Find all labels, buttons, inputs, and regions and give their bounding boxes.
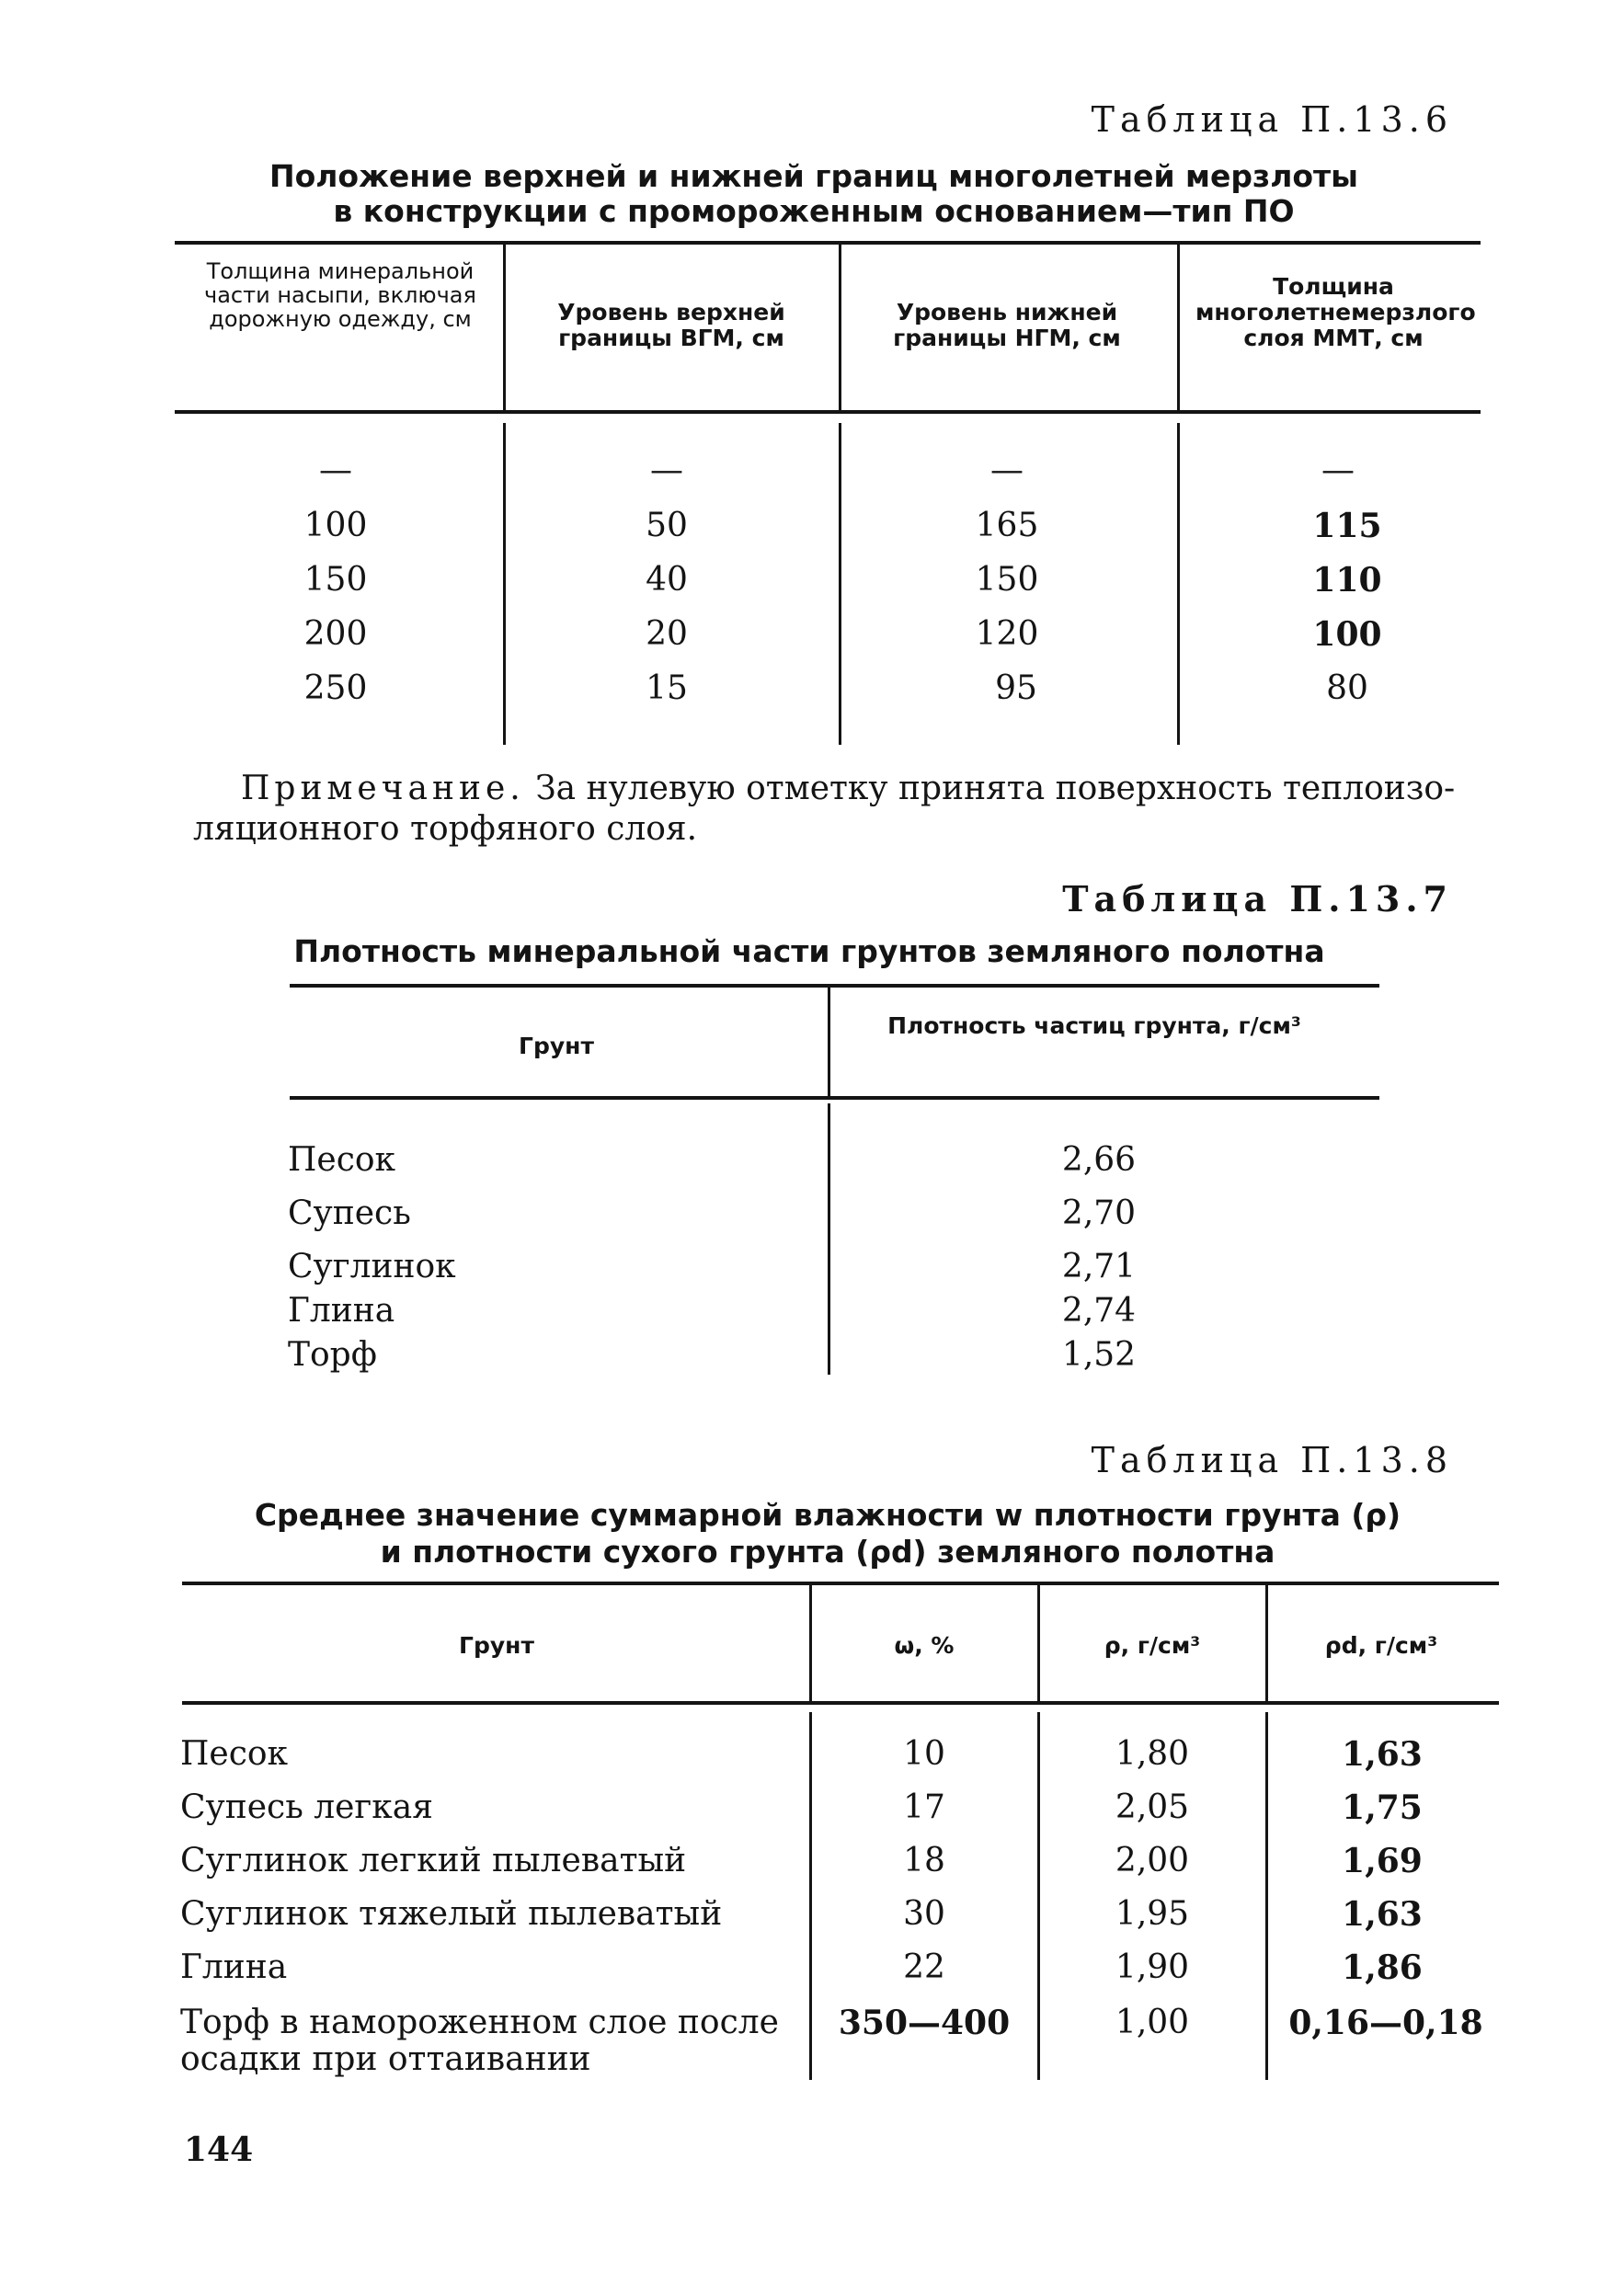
table3-soil: Глина — [180, 1948, 288, 1986]
note-label: Примечание. — [241, 770, 525, 807]
table1-divider — [1177, 423, 1180, 745]
table1-cell: 115 — [1312, 507, 1382, 545]
table1-top-rule — [175, 241, 1481, 245]
table3-density: 1,80 — [1115, 1735, 1190, 1773]
table2-divider — [828, 1103, 830, 1375]
table3-divider — [1265, 1585, 1268, 1701]
table3-density: 1,00 — [1115, 2004, 1190, 2041]
table1-title-line1: Положение верхней и нижней границ многолетней мерзлоты — [269, 158, 1359, 194]
table2-soil: Супесь — [288, 1194, 411, 1232]
table1-cell: — — [319, 451, 352, 489]
table2-header-soil: Грунт — [519, 1033, 594, 1059]
table3-density: 1,90 — [1115, 1948, 1190, 1986]
table1-label: Таблица П.13.6 — [1091, 99, 1453, 140]
table2-soil: Торф — [288, 1336, 377, 1374]
table3-header-rule — [182, 1701, 1499, 1705]
table3-density: 2,05 — [1115, 1788, 1190, 1826]
table1-cell: — — [1321, 451, 1355, 489]
table3-header-dry-density: ρd, г/см³ — [1324, 1632, 1438, 1659]
table3-divider — [809, 1712, 812, 2080]
table3-moisture: 350—400 — [838, 2004, 1011, 2042]
table1-cell: 110 — [1312, 561, 1382, 600]
table2-divider — [828, 988, 830, 1096]
table3-header-density: ρ, г/см³ — [1104, 1632, 1201, 1659]
table3-title-line1: Среднее значение суммарной влажности w плотности грунта (ρ) — [254, 1497, 1401, 1533]
table3-header-soil: Грунт — [459, 1632, 534, 1659]
page-number: 144 — [184, 2130, 254, 2169]
table2-value: 2,70 — [1061, 1194, 1137, 1232]
table1-cell: — — [650, 451, 683, 489]
table1-cell: 15 — [646, 669, 688, 707]
table1-note — [241, 769, 1455, 809]
table3-density: 2,00 — [1115, 1842, 1190, 1879]
table1-cell: 40 — [646, 561, 688, 599]
table1-cell: 100 — [303, 507, 368, 544]
table3-divider — [809, 1585, 812, 1701]
table3-soil: Торф в намороженном слое после осадки при оттаивании — [180, 2004, 779, 2078]
table1-cell: 165 — [975, 507, 1039, 544]
table1-cell: 200 — [303, 615, 368, 653]
table2-top-rule — [290, 984, 1379, 988]
table2-title: Плотность минеральной части грунтов земляного полотна — [293, 933, 1325, 969]
table1-cell: 20 — [646, 615, 688, 653]
table1-cell: 95 — [995, 669, 1037, 707]
table3-moisture: 30 — [903, 1895, 945, 1933]
table1-cell: 150 — [303, 561, 368, 599]
table1-cell: 50 — [646, 507, 688, 544]
table1-cell: 80 — [1326, 669, 1368, 707]
table3-dry-density: 1,86 — [1342, 1948, 1423, 1987]
table2-soil: Глина — [288, 1292, 395, 1330]
table1-header-upper-level: Уровень верхней границы ВГМ, см — [557, 299, 785, 351]
table2-soil: Суглинок — [288, 1248, 456, 1285]
table2-value: 2,71 — [1061, 1248, 1137, 1285]
table1-divider — [503, 423, 506, 745]
table3-moisture: 22 — [903, 1948, 945, 1986]
table1-header-thickness: Толщина минеральной части насыпи, включая дорожную одежду, см — [204, 258, 476, 332]
table3-soil: Суглинок тяжелый пылеватый — [180, 1895, 723, 1933]
table1-cell: 150 — [975, 561, 1039, 599]
table2-value: 2,66 — [1061, 1141, 1137, 1179]
table3-divider — [1037, 1712, 1040, 2080]
table1-divider — [839, 423, 841, 745]
table1-cell: 250 — [303, 669, 368, 707]
table1-header-rule — [175, 410, 1481, 414]
table2-header-rule — [290, 1096, 1379, 1100]
table3-moisture: 17 — [903, 1788, 945, 1826]
table3-dry-density: 1,63 — [1342, 1735, 1423, 1774]
table3-moisture: 10 — [903, 1735, 945, 1773]
table3-dry-density: 1,63 — [1342, 1895, 1423, 1934]
table2-header-density: Плотность частиц грунта, г/см³ — [887, 1012, 1301, 1039]
table1-title-line2: в конструкции с промороженным основанием—тип ПО — [333, 193, 1295, 229]
table3-soil: Суглинок легкий пылеватый — [180, 1842, 687, 1879]
table3-header-moisture: ω, % — [894, 1632, 955, 1659]
table3-soil: Супесь легкая — [180, 1788, 433, 1826]
table3-divider — [1037, 1585, 1040, 1701]
table3-label: Таблица П.13.8 — [1091, 1440, 1453, 1480]
table1-divider — [503, 245, 506, 410]
table3-divider — [1265, 1712, 1268, 2080]
table3-soil: Песок — [180, 1735, 289, 1773]
table3-dry-density: 1,69 — [1342, 1842, 1423, 1880]
table3-moisture: 18 — [903, 1842, 945, 1879]
table3-title-line2: и плотности сухого грунта (ρd) земляного полотна — [380, 1534, 1275, 1570]
table2-value: 2,74 — [1061, 1292, 1137, 1330]
table1-note-continued: ляционного торфяного слоя. — [193, 810, 698, 848]
table2-value: 1,52 — [1061, 1336, 1137, 1374]
table1-header-frozen-thickness: Толщина многолетнемерзлого слоя ММТ, см — [1195, 273, 1476, 351]
table3-top-rule — [182, 1582, 1499, 1585]
table2-label: Таблица П.13.7 — [1062, 878, 1453, 920]
table3-dry-density: 0,16—0,18 — [1288, 2004, 1483, 2042]
table3-dry-density: 1,75 — [1342, 1788, 1423, 1827]
table1-divider — [1177, 245, 1180, 410]
table2-soil: Песок — [288, 1141, 396, 1179]
table1-cell: 100 — [1312, 615, 1382, 654]
table3-density: 1,95 — [1115, 1895, 1190, 1933]
table1-divider — [839, 245, 841, 410]
table1-header-lower-level: Уровень нижней границы НГМ, см — [893, 299, 1121, 351]
table1-cell: — — [990, 451, 1024, 489]
note-text: За нулевую отметку принята поверхность теплоизо- — [535, 770, 1456, 807]
table1-cell: 120 — [975, 615, 1039, 653]
